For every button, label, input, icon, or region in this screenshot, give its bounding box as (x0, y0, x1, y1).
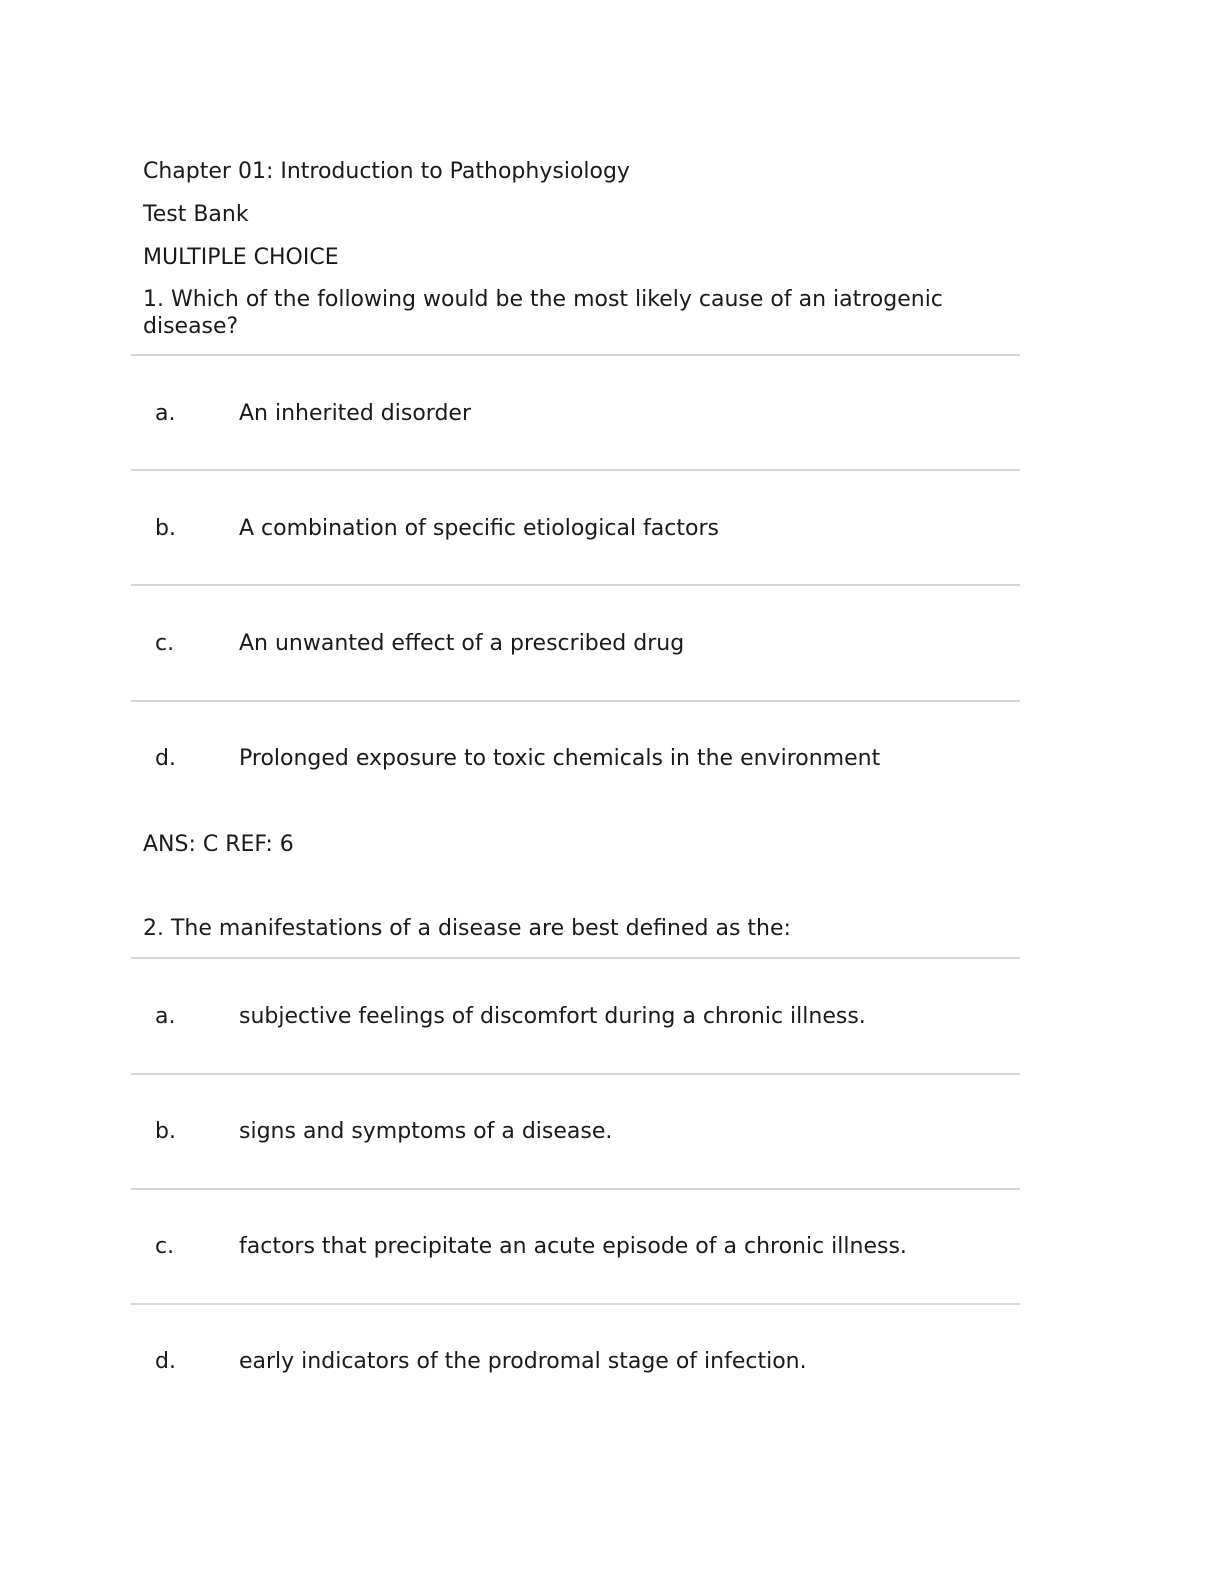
option-text: early indicators of the prodromal stage of infection. (239, 1349, 807, 1374)
question-2-option-d (131, 1348, 1020, 1375)
question-2-text: 2. The manifestations of a disease are best defined as the: (143, 916, 791, 941)
divider (131, 1303, 1020, 1305)
option-letter: b. (155, 516, 176, 541)
divider (131, 1073, 1020, 1075)
option-letter: b. (155, 1119, 176, 1144)
question-1-option-a (131, 400, 1020, 427)
question-1-option-b (131, 515, 1020, 542)
divider (131, 584, 1020, 586)
question-2-option-c (131, 1233, 1020, 1260)
option-letter: d. (155, 1349, 176, 1374)
question-1-option-d (131, 745, 1020, 772)
option-text: A combination of specific etiological factors (239, 516, 719, 541)
divider (131, 1188, 1020, 1190)
option-text: An unwanted effect of a prescribed drug (239, 631, 685, 656)
option-letter: d. (155, 746, 176, 771)
section-heading: MULTIPLE CHOICE (143, 245, 339, 270)
chapter-title: Chapter 01: Introduction to Pathophysiology (143, 159, 630, 184)
option-letter: a. (155, 401, 176, 426)
option-text: signs and symptoms of a disease. (239, 1119, 613, 1144)
option-text: An inherited disorder (239, 401, 471, 426)
divider (131, 700, 1020, 702)
divider (131, 957, 1020, 959)
answer-reference: ANS: C REF: 6 (143, 832, 294, 857)
divider (131, 354, 1020, 356)
question-2-option-b (131, 1118, 1020, 1145)
option-letter: a. (155, 1004, 176, 1029)
question-1-option-c (131, 630, 1020, 657)
option-text: subjective feelings of discomfort during a chronic illness. (239, 1004, 866, 1029)
question-2-option-a (131, 1003, 1020, 1030)
test-bank-label: Test Bank (143, 202, 249, 227)
divider (131, 469, 1020, 471)
option-text: factors that precipitate an acute episode of a chronic illness. (239, 1234, 907, 1259)
option-letter: c. (155, 631, 175, 656)
option-text: Prolonged exposure to toxic chemicals in the environment (239, 746, 881, 771)
option-letter: c. (155, 1234, 175, 1259)
question-1-text: 1. Which of the following would be the most likely cause of an iatrogenic disease? (143, 287, 943, 339)
